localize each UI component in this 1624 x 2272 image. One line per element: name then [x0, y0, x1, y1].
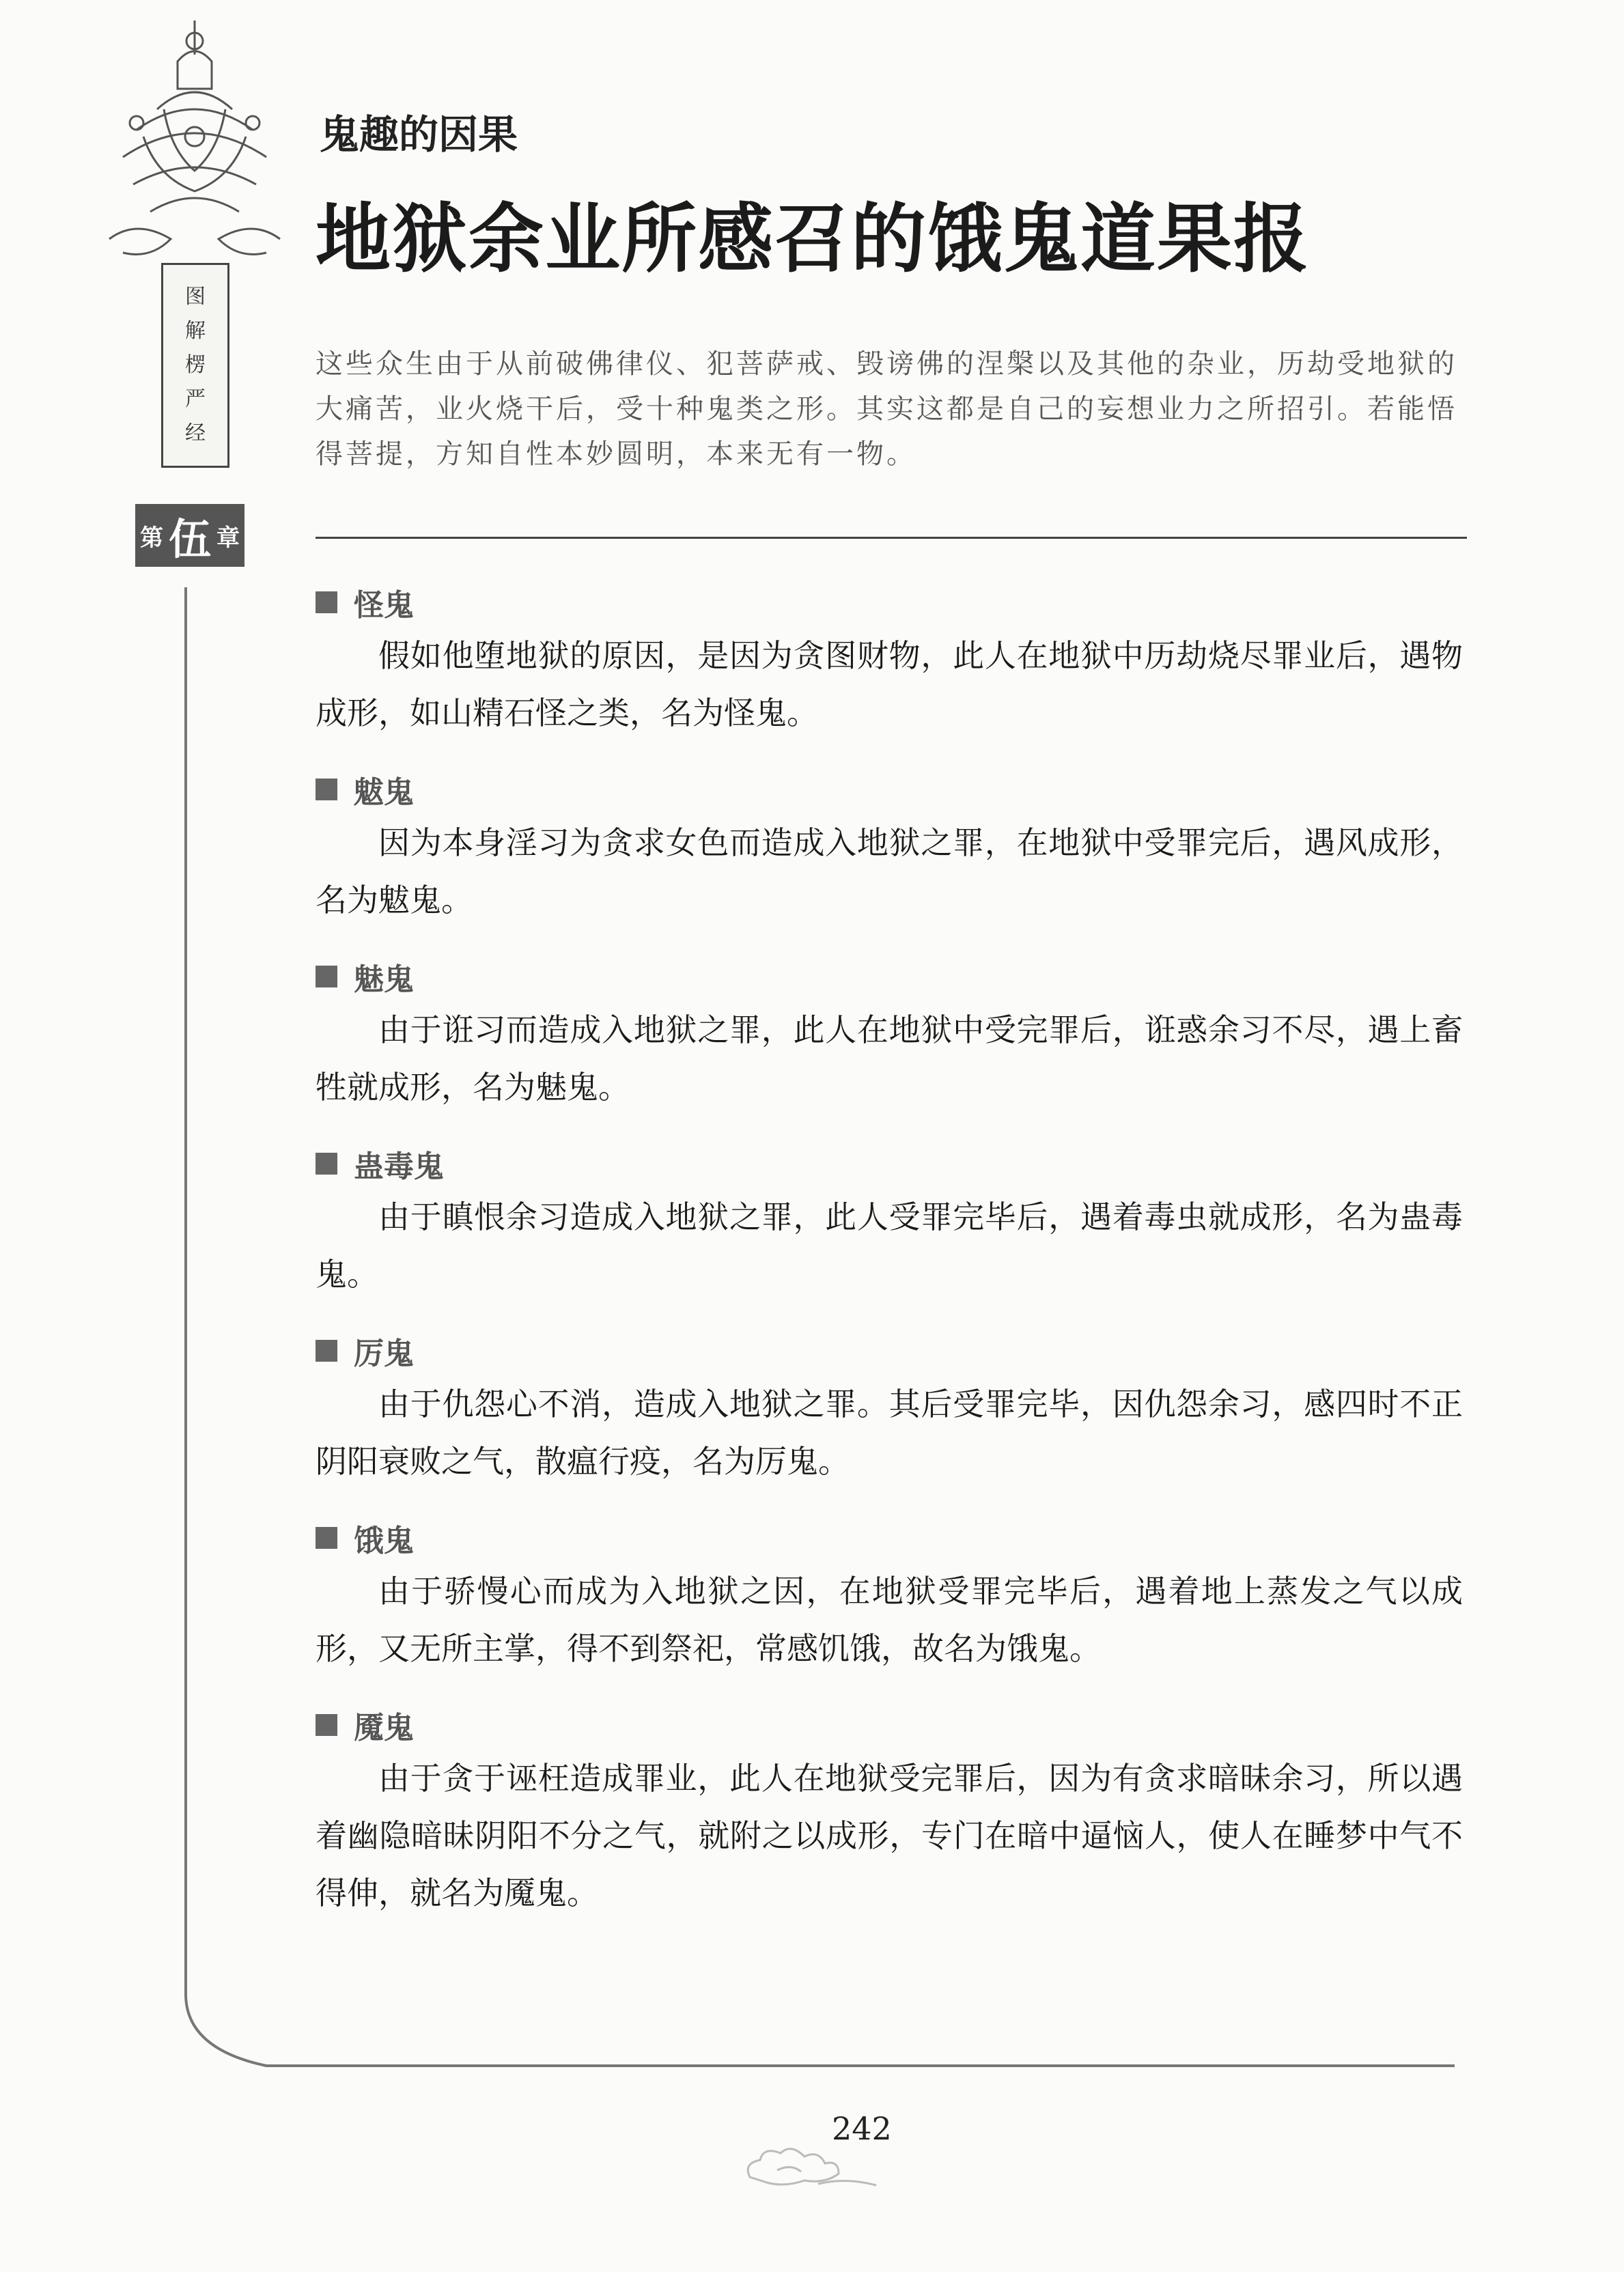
section-heading	[316, 1142, 1463, 1186]
section-heading-text: 魃鬼	[354, 775, 414, 810]
ghost-section	[316, 580, 1463, 742]
ghost-section	[316, 1142, 1463, 1303]
ghost-section	[316, 768, 1463, 929]
section-heading-text: 魅鬼	[354, 962, 414, 997]
section-text: 由于仇怨心不消，造成入地狱之罪。其后受罪完毕，因仇怨余习，感四时不正阴阳衰败之气，散瘟行疫，名为厉鬼。	[316, 1386, 1463, 1480]
ghost-section	[316, 955, 1463, 1116]
section-heading-text: 魇鬼	[354, 1711, 414, 1745]
section-text: 假如他堕地狱的原因，是因为贪图财物，此人在地狱中历劫烧尽罪业后，遇物成形，如山精石怪之类，名为怪鬼。	[316, 637, 1463, 731]
ghost-section	[316, 1516, 1463, 1677]
section-heading-text: 饿鬼	[354, 1524, 414, 1558]
square-bullet-icon	[316, 1340, 337, 1362]
book-title-char: 图	[185, 285, 206, 309]
chapter-badge	[135, 504, 244, 567]
page-title: 地狱余业所感召的饿鬼道果报	[316, 195, 1310, 283]
section-heading-text: 厉鬼	[354, 1336, 414, 1371]
square-bullet-icon	[316, 1153, 337, 1175]
section-heading	[316, 580, 1463, 624]
chapter-number: 伍	[168, 514, 211, 564]
section-heading	[316, 1703, 1463, 1747]
section-heading-text: 蛊毒鬼	[354, 1149, 444, 1184]
book-title-char: 严	[185, 387, 206, 411]
square-bullet-icon	[316, 966, 337, 987]
book-title-char: 解	[185, 319, 206, 343]
section-heading	[316, 1329, 1463, 1373]
section-text: 因为本身淫习为贪求女色而造成入地狱之罪，在地狱中受罪完后，遇风成形，名为魃鬼。	[316, 824, 1463, 918]
content-body	[316, 580, 1463, 1948]
section-text: 由于贪于诬枉造成罪业，此人在地狱受完罪后，因为有贪求暗昧余习，所以遇着幽隐暗昧阴阳不分之气，就附之以成形，专门在暗中逼恼人，使人在睡梦中气不得伸，就名为魇鬼。	[316, 1760, 1463, 1911]
section-heading	[316, 955, 1463, 998]
section-text: 由于骄慢心而成为入地狱之因，在地狱受罪完毕后，遇着地上蒸发之气以成形，又无所主掌，得不到祭祀，常感饥饿，故名为饿鬼。	[316, 1573, 1463, 1667]
book-title-char: 楞	[185, 353, 206, 377]
section-text: 由于诳习而造成入地狱之罪，此人在地狱中受完罪后，诳惑余习不尽，遇上畜牲就成形，名为魅鬼。	[316, 1011, 1463, 1106]
page-number: 242	[832, 2110, 892, 2147]
section-subtitle: 鬼趣的因果	[320, 111, 518, 158]
square-bullet-icon	[316, 1714, 337, 1736]
book-title-vertical-label	[161, 263, 229, 468]
square-bullet-icon	[316, 591, 337, 613]
section-heading	[316, 1516, 1463, 1560]
section-heading	[316, 768, 1463, 811]
section-heading-text: 怪鬼	[354, 588, 414, 623]
square-bullet-icon	[316, 1527, 337, 1549]
divider	[316, 537, 1467, 539]
ghost-section	[316, 1329, 1463, 1490]
lotus-ornament-icon	[96, 14, 294, 273]
ghost-section	[316, 1703, 1463, 1922]
square-bullet-icon	[316, 779, 337, 800]
book-title-char: 经	[185, 421, 206, 445]
section-text: 由于瞋恨余习造成入地狱之罪，此人受罪完毕后，遇着毒虫就成形，名为蛊毒鬼。	[316, 1198, 1463, 1293]
chapter-suffix: 章	[216, 524, 240, 552]
chapter-prefix: 第	[139, 524, 163, 552]
intro-paragraph: 这些众生由于从前破佛律仪、犯菩萨戒、毁谤佛的涅槃以及其他的杂业，历劫受地狱的大痛苦，业火烧干后，受十种鬼类之形。其实这都是自己的妄想业力之所招引。若能悟得菩提，方知自性本妙圆明，本来无有一物。	[316, 348, 1457, 470]
